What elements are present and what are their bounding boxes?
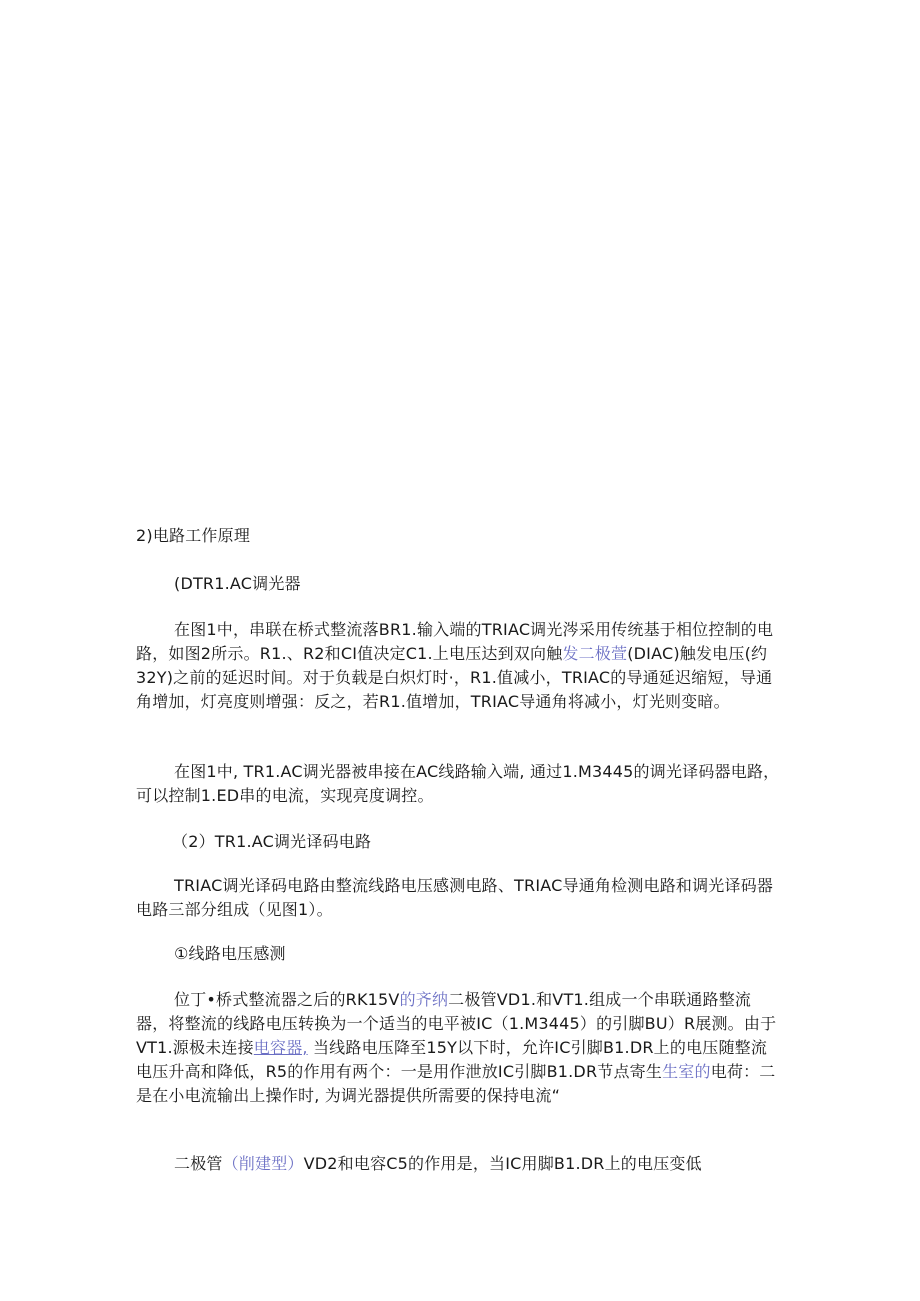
paragraph-text: 电荷：二是在小电流输出上操作时, 为调光器提供所需要的保持电流“ (136, 1062, 776, 1105)
capacitor-link[interactable]: 电容器, (253, 1038, 308, 1057)
paragraph-decoder-overview: TRIAC调光译码电路由整流线路电压感测电路、TRIAC导通角检测电路和调光译码器电路三部分组成（见图1）。 (136, 876, 774, 919)
paragraph-dimmer-principle (136, 618, 780, 714)
section-heading-principle: 2)电路工作原理 (136, 526, 251, 545)
subsection-heading-decoder: （2）TR1.AC调光译码电路 (172, 832, 372, 851)
subsection-heading-sense: ①线路电压感测 (174, 944, 286, 963)
paragraph-text: 二极管VD1.和VT1.组成一个串联通路整流器，将整流的线路电压转换为一个适当的电平被IC（1.M3445）的引脚BU）R展测。由于VT1.源极未连接 (136, 990, 777, 1057)
highlighted-term: 的齐纳 (399, 990, 449, 1009)
paragraph-dimmer-connection: 在图1中, TR1.AC调光器被串接在AC线路输入端, 通过1.M3445的调光译码器电路，可以控制1.ED串的电流，实现亮度调控。 (136, 762, 780, 805)
highlighted-term: （削建型） (222, 1154, 304, 1173)
paragraph-diode-capacitor (136, 1152, 780, 1176)
paragraph-text: 当线路电压降至15Y以下时，允许IC引脚B1.DR上的电压随整流电压升高和降低，R5的作用有两个：一是用作泄放IC引脚B1.DR节点寄生 (136, 1038, 768, 1081)
highlighted-term: 发二极萱 (562, 644, 628, 663)
subsection-heading-dimmer: (DTR1.AC调光器 (174, 574, 301, 593)
paragraph-text: 在图1中，串联在桥式整流落BR1.输入端的TRIAC调光涔采用传统基于相位控制的电路，如图2所示。R1.、R2和CI值决定C1.上电压达到双向触 (136, 620, 774, 663)
paragraph-text: VD2和电容C5的作用是，当IC用脚B1.DR上的电压变低 (303, 1154, 702, 1173)
paragraph-text: 位丁•桥式整流器之后的RK15V (174, 990, 400, 1009)
paragraph-text: 二极管 (174, 1154, 223, 1173)
paragraph-voltage-sense (136, 988, 780, 1108)
highlighted-term: 生室的 (662, 1062, 711, 1081)
paragraph-text: (DIAC)触发电压(约32Y)之前的延迟时间。对于负载是白炽灯时·，R1.值减小，TRIAC的导通延迟缩短，导通角增加，灯亮度则增强：反之，若R1.值增加，TRIAC导通角将减小，灯光则变暗。 (136, 644, 773, 711)
